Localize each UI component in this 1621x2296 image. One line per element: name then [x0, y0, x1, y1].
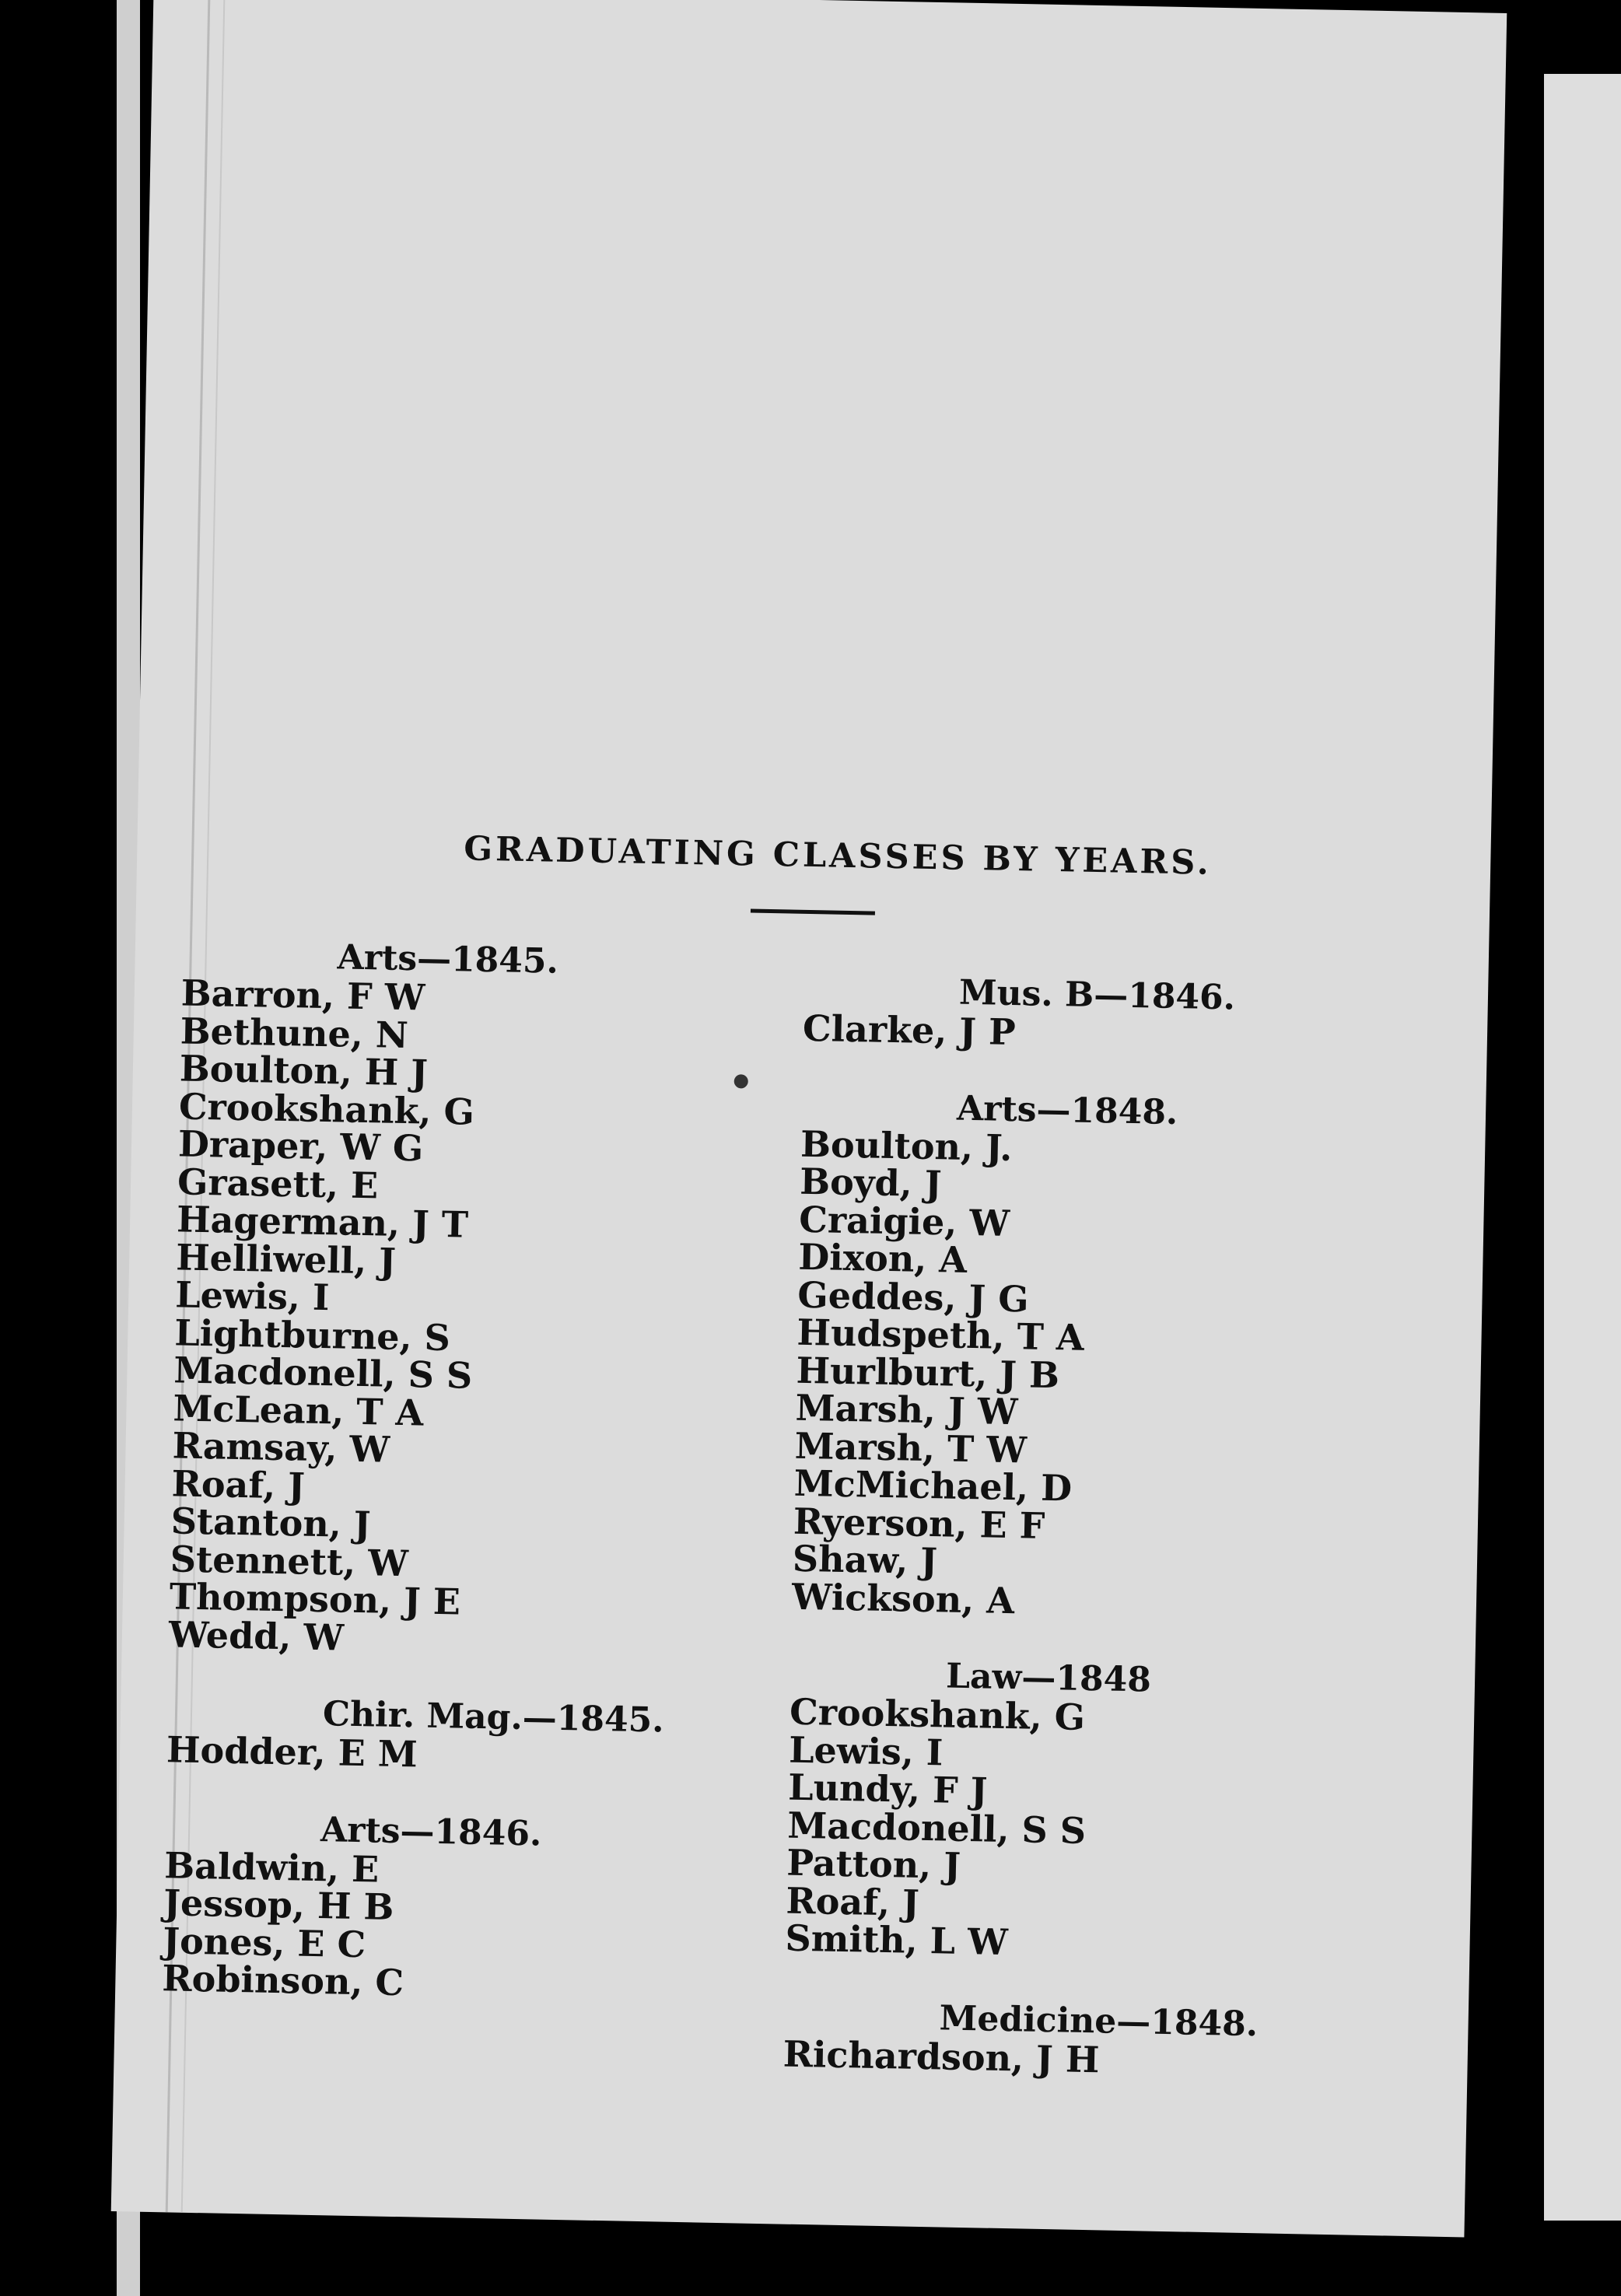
page-title: GRADUATING CLASSES BY YEARS.: [463, 829, 1213, 883]
graduate-name: Hagerman, J T: [176, 1198, 469, 1246]
graduate-name: Lundy, F J: [787, 1766, 989, 1812]
class-section: [785, 1654, 1257, 1966]
graduate-name: Hodder, E M: [166, 1728, 418, 1776]
section-heading: Arts—1845.: [337, 937, 559, 982]
graduate-name: Ryerson, E F: [793, 1500, 1045, 1547]
facing-page-edge-right: [1544, 74, 1621, 2221]
graduate-name: Thompson, J E: [169, 1575, 461, 1623]
graduate-name: Stanton, J: [170, 1500, 372, 1546]
graduate-name: Clarke, J P: [802, 1006, 1017, 1054]
graduate-name: Grasett, E: [177, 1160, 379, 1206]
graduate-name: Craigie, W: [798, 1198, 1010, 1244]
graduate-name: Jones, E C: [162, 1919, 366, 1965]
section-heading: Mus. B—1846.: [958, 972, 1236, 1018]
class-section: [168, 935, 649, 1661]
section-heading: Chir. Mag.—1845.: [322, 1694, 665, 1741]
section-heading: Medicine—1848.: [939, 1997, 1259, 2044]
class-section: [162, 1808, 632, 2006]
graduate-name: Boulton, J.: [800, 1122, 1013, 1169]
graduate-name: Ramsay, W: [172, 1424, 390, 1471]
graduate-name: Lewis, I: [174, 1273, 330, 1319]
graduate-name: Marsh, T W: [794, 1424, 1028, 1471]
graduate-name: Draper, W G: [177, 1122, 424, 1170]
graduate-name: Roaf, J: [786, 1879, 920, 1924]
graduate-name: Crookshank, G: [789, 1690, 1086, 1738]
class-section: [166, 1692, 665, 1777]
graduate-name: Macdonell, S S: [173, 1349, 473, 1397]
graduate-name: Shaw, J: [792, 1537, 938, 1583]
graduate-name: Smith, L W: [785, 1916, 1009, 1964]
section-heading: Arts—1846.: [320, 1809, 542, 1854]
graduate-name: Lewis, I: [788, 1728, 944, 1773]
graduate-name: Wickson, A: [791, 1575, 1015, 1622]
right-column: [782, 971, 1270, 2120]
graduate-name: Bethune, N: [180, 1009, 409, 1056]
graduate-name: Patton, J: [786, 1841, 961, 1887]
left-column: [161, 935, 665, 2045]
ink-speck: [734, 1074, 748, 1088]
graduate-name: Geddes, J G: [796, 1273, 1030, 1320]
section-heading: Arts—1848.: [956, 1088, 1178, 1132]
graduate-name: Helliwell, J: [175, 1235, 397, 1283]
graduate-name: Dixon, A: [797, 1235, 968, 1281]
graduate-name: McLean, T A: [173, 1386, 424, 1434]
graduate-name: Hurlburt, J B: [796, 1349, 1060, 1396]
class-section: [792, 1086, 1269, 1624]
graduate-name: Roaf, J: [171, 1461, 306, 1507]
title-underline: [751, 909, 875, 915]
graduate-name: Boulton, H J: [179, 1047, 429, 1094]
graduate-name: Macdonell, S S: [786, 1804, 1087, 1852]
graduate-name: Boyd, J: [799, 1160, 943, 1206]
class-section: [782, 1996, 1259, 2081]
graduate-name: Stennett, W: [170, 1537, 409, 1584]
graduate-name: Robinson, C: [161, 1957, 404, 2004]
class-section: [803, 971, 1271, 1056]
graduate-name: Marsh, J W: [795, 1386, 1018, 1433]
section-heading: Law—1848: [945, 1656, 1152, 1700]
graduate-name: Lightburne, S: [173, 1311, 451, 1359]
graduate-name: Crookshank, G: [178, 1084, 475, 1133]
graduate-name: Richardson, J H: [782, 2032, 1100, 2081]
graduate-name: Barron, F W: [180, 971, 425, 1019]
document-page: [111, 0, 1507, 2237]
graduate-name: Baldwin, E: [163, 1843, 380, 1891]
graduate-name: Jessop, H B: [163, 1881, 394, 1928]
graduate-name: McMichael, D: [793, 1461, 1073, 1510]
graduate-name: Wedd, W: [168, 1612, 345, 1659]
graduate-name: Hudspeth, T A: [796, 1311, 1085, 1359]
